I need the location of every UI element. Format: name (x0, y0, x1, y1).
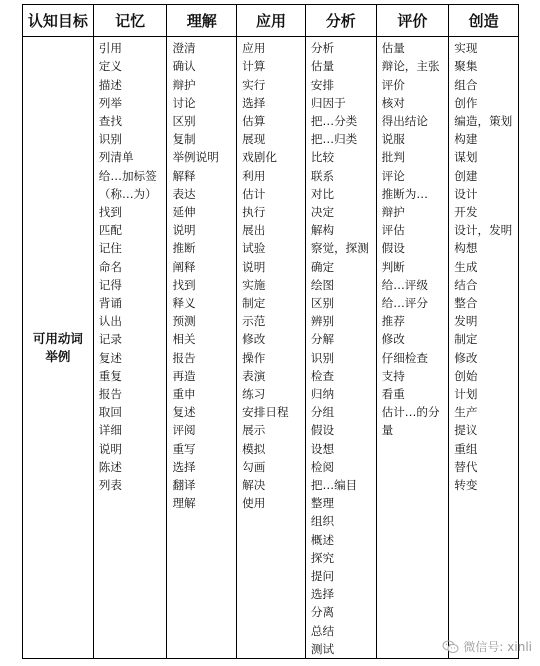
verb-item: 支持 (381, 368, 405, 383)
verb-item: 批判 (381, 150, 405, 165)
verb-item: 操作 (242, 350, 266, 365)
verb-item: 练习 (242, 386, 266, 401)
verb-item: 总结 (310, 623, 335, 638)
verb-item: 聚集 (454, 59, 478, 74)
verb-item: 评阅 (172, 423, 196, 438)
verb-item: 解释 (172, 168, 196, 183)
verb-item: 选择 (172, 459, 196, 474)
verb-item: 组织 (310, 514, 335, 529)
verb-item: 查找 (98, 113, 122, 128)
verb-item: 展示 (242, 423, 266, 438)
verb-item: 把…编目 (310, 477, 358, 492)
understand-verb-list (167, 37, 236, 512)
verb-item: 陈述 (98, 459, 122, 474)
verb-item: 利用 (242, 168, 266, 183)
verb-item: 区别 (172, 113, 196, 128)
verb-item: 探究 (310, 550, 335, 565)
verb-item: 比较 (310, 150, 335, 165)
verb-item: 重组 (454, 441, 478, 456)
verb-item: 制定 (454, 332, 478, 347)
verb-item: 列举 (98, 95, 122, 110)
verb-item: 翻译 (172, 477, 196, 492)
verb-item: 举例说明 (172, 150, 219, 165)
verb-item: 戏剧化 (242, 150, 277, 165)
verb-item: 说服 (381, 132, 405, 147)
verb-item: 使用 (242, 496, 266, 511)
verb-item: 延伸 (172, 204, 196, 219)
verb-item: 预测 (172, 314, 196, 329)
verbs-row (23, 37, 518, 658)
verb-item: 设想 (310, 441, 335, 456)
verb-item: 列清单 (98, 150, 134, 165)
wechat-icon (442, 640, 459, 654)
verb-item: 命名 (98, 259, 122, 274)
table-header-row (23, 5, 518, 37)
verb-item: 定义 (98, 59, 122, 74)
verb-item: 整理 (310, 496, 335, 511)
header-evaluate-label: 评价 (397, 11, 428, 30)
memory-verb-list (94, 37, 167, 494)
verb-item: 构想 (454, 241, 478, 256)
verb-item: 联系 (310, 168, 335, 183)
verb-item: 提问 (310, 568, 335, 583)
verb-item: 实施 (242, 277, 266, 292)
verb-item: 把…分类 (310, 113, 358, 128)
verb-item: 替代 (454, 459, 478, 474)
verb-item: 对比 (310, 186, 335, 201)
analyze-verb-list (306, 37, 376, 658)
verb-item: 仔细检查 (381, 350, 428, 365)
verb-item: 找到 (172, 277, 196, 292)
header-analyze-label: 分析 (325, 11, 356, 30)
header-understand (167, 5, 237, 36)
verb-item: 编造，策划 (454, 113, 513, 128)
header-understand-label: 理解 (186, 11, 217, 30)
verb-item: 报告 (172, 350, 196, 365)
verb-item: 取回 (98, 405, 122, 420)
header-memory-label: 记忆 (115, 11, 146, 30)
verb-item: 匹配 (98, 223, 122, 238)
verb-item: 创建 (454, 168, 478, 183)
header-memory (94, 5, 168, 36)
header-evaluate (377, 5, 450, 36)
verb-item: 辨别 (310, 314, 335, 329)
verb-item: 开发 (454, 204, 478, 219)
verb-item: 辩论，主张 (381, 59, 440, 74)
verb-item: 评价 (381, 77, 405, 92)
verb-item: 说明 (172, 223, 196, 238)
verb-item: 绘图 (310, 277, 335, 292)
verb-item: 修改 (454, 350, 478, 365)
verb-item: 识别 (98, 132, 122, 147)
verb-item: 组合 (454, 77, 478, 92)
verb-item: 看重 (381, 386, 405, 401)
verb-item: 修改 (381, 332, 405, 347)
verb-item: 构建 (454, 132, 478, 147)
verb-item: 执行 (242, 204, 266, 219)
verb-item: 给…评级 (381, 277, 428, 292)
verb-item: 估量 (381, 41, 405, 56)
verb-item: 详细 (98, 423, 122, 438)
verb-item: 阐释 (172, 259, 196, 274)
analyze-cell (306, 37, 377, 658)
verb-item: 分析 (310, 41, 335, 56)
verb-item: 设计 (454, 186, 478, 201)
verb-item: 发明 (454, 314, 478, 329)
verb-item: 实现 (454, 41, 478, 56)
verb-item: 创作 (454, 95, 478, 110)
header-apply (237, 5, 306, 36)
create-cell (449, 37, 518, 658)
verb-item: 说明 (98, 441, 122, 456)
verb-item: 背诵 (98, 295, 122, 310)
verb-item: 归纳 (310, 386, 335, 401)
verb-item: 估计…的分量 (381, 405, 440, 438)
memory-cell (94, 37, 168, 658)
verb-item: 解构 (310, 223, 335, 238)
evaluate-cell (377, 37, 450, 658)
verb-item: 估算 (242, 113, 266, 128)
verb-item: 估计 (242, 186, 266, 201)
verb-item: 制定 (242, 295, 266, 310)
header-corner-cell (23, 5, 94, 36)
verb-item: 判断 (381, 259, 405, 274)
verb-item: 记录 (98, 332, 122, 347)
verb-item: 报告 (98, 386, 122, 401)
verb-item: 讨论 (172, 95, 196, 110)
verb-item: 记住 (98, 241, 122, 256)
verb-item: 记得 (98, 277, 122, 292)
verb-item: 辩护 (381, 204, 405, 219)
verb-item: 展出 (242, 223, 266, 238)
verb-item: 展现 (242, 132, 266, 147)
verb-item: 应用 (242, 41, 266, 56)
verb-item: 设计，发明 (454, 223, 513, 238)
verb-item: 区别 (310, 295, 335, 310)
verb-item: 推断 (172, 241, 196, 256)
header-analyze (306, 5, 377, 36)
verb-item: 辩护 (172, 77, 196, 92)
verb-item: 计算 (242, 59, 266, 74)
verb-item: 解决 (242, 477, 266, 492)
verb-item: 提议 (454, 423, 478, 438)
verb-item: 描述 (98, 77, 122, 92)
verb-item: 再造 (172, 368, 196, 383)
verb-item: 试验 (242, 241, 266, 256)
verb-item: 列表 (98, 477, 122, 492)
create-verb-list (449, 37, 518, 494)
apply-verb-list (237, 37, 305, 512)
verb-item: 模拟 (242, 441, 266, 456)
header-apply-label: 应用 (255, 11, 286, 30)
verb-item: 确定 (310, 259, 335, 274)
verb-item: 确认 (172, 59, 196, 74)
row-label-cell (23, 37, 94, 658)
verb-item: 实行 (242, 77, 266, 92)
header-create-label: 创造 (468, 11, 499, 30)
verb-table (22, 4, 519, 659)
verb-item: 转变 (454, 477, 478, 492)
verb-item: 引用 (98, 41, 122, 56)
verb-item: 示范 (242, 314, 266, 329)
verb-item: 推荐 (381, 314, 405, 329)
verb-item: 表达 (172, 186, 196, 201)
verb-item: 重写 (172, 441, 196, 456)
verb-item: 理解 (172, 496, 196, 511)
verb-item: 修改 (242, 332, 266, 347)
watermark-text: 微信号: xinli (463, 640, 532, 654)
verb-item: 重复 (98, 368, 122, 383)
verb-item: 测试 (310, 641, 335, 656)
verb-item: 察觉，探测 (310, 241, 369, 256)
header-corner-label: 认知目标 (27, 11, 88, 30)
verb-item: 给…加标签（称…为） (98, 168, 157, 201)
verb-item: 找到 (98, 204, 122, 219)
verb-item: 估量 (310, 59, 335, 74)
verb-item: 释义 (172, 295, 196, 310)
verb-item: 假设 (310, 423, 335, 438)
understand-cell (167, 37, 237, 658)
verb-item: 说明 (242, 259, 266, 274)
verb-item: 给…评分 (381, 295, 428, 310)
verb-item: 核对 (381, 95, 405, 110)
verb-item: 创始 (454, 368, 478, 383)
verb-item: 安排 (310, 77, 335, 92)
verb-item: 评论 (381, 168, 405, 183)
verb-item: 评估 (381, 223, 405, 238)
verb-item: 勾画 (242, 459, 266, 474)
verb-item: 相关 (172, 332, 196, 347)
verb-item: 谋划 (454, 150, 478, 165)
watermark (442, 638, 532, 655)
verb-item: 得出结论 (381, 113, 428, 128)
verb-item: 识别 (310, 350, 335, 365)
verb-item: 生成 (454, 259, 478, 274)
verb-item: 检阅 (310, 459, 335, 474)
verb-item: 认出 (98, 314, 122, 329)
verb-item: 计划 (454, 386, 478, 401)
evaluate-verb-list (377, 37, 449, 439)
verb-item: 把…归类 (310, 132, 358, 147)
verb-item: 选择 (310, 587, 335, 602)
verb-item: 整合 (454, 295, 478, 310)
verb-item: 安排日程 (242, 405, 289, 420)
verb-item: 复制 (172, 132, 196, 147)
verb-item: 概述 (310, 532, 335, 547)
header-create (449, 5, 518, 36)
verb-item: 推断为… (381, 186, 428, 201)
verb-item: 分离 (310, 605, 335, 620)
verb-item: 澄清 (172, 41, 196, 56)
verb-item: 归因于 (310, 95, 346, 110)
verb-item: 决定 (310, 204, 335, 219)
verb-item: 重申 (172, 386, 196, 401)
verb-item: 复述 (98, 350, 122, 365)
verb-item: 生产 (454, 405, 478, 420)
verb-item: 选择 (242, 95, 266, 110)
row-label: 可用动词举例 (32, 330, 83, 364)
verb-item: 表演 (242, 368, 266, 383)
verb-item: 结合 (454, 277, 478, 292)
verb-item: 检查 (310, 368, 335, 383)
verb-item: 分解 (310, 332, 335, 347)
verb-item: 假设 (381, 241, 405, 256)
verb-item: 分组 (310, 405, 335, 420)
verb-item: 复述 (172, 405, 196, 420)
apply-cell (237, 37, 306, 658)
